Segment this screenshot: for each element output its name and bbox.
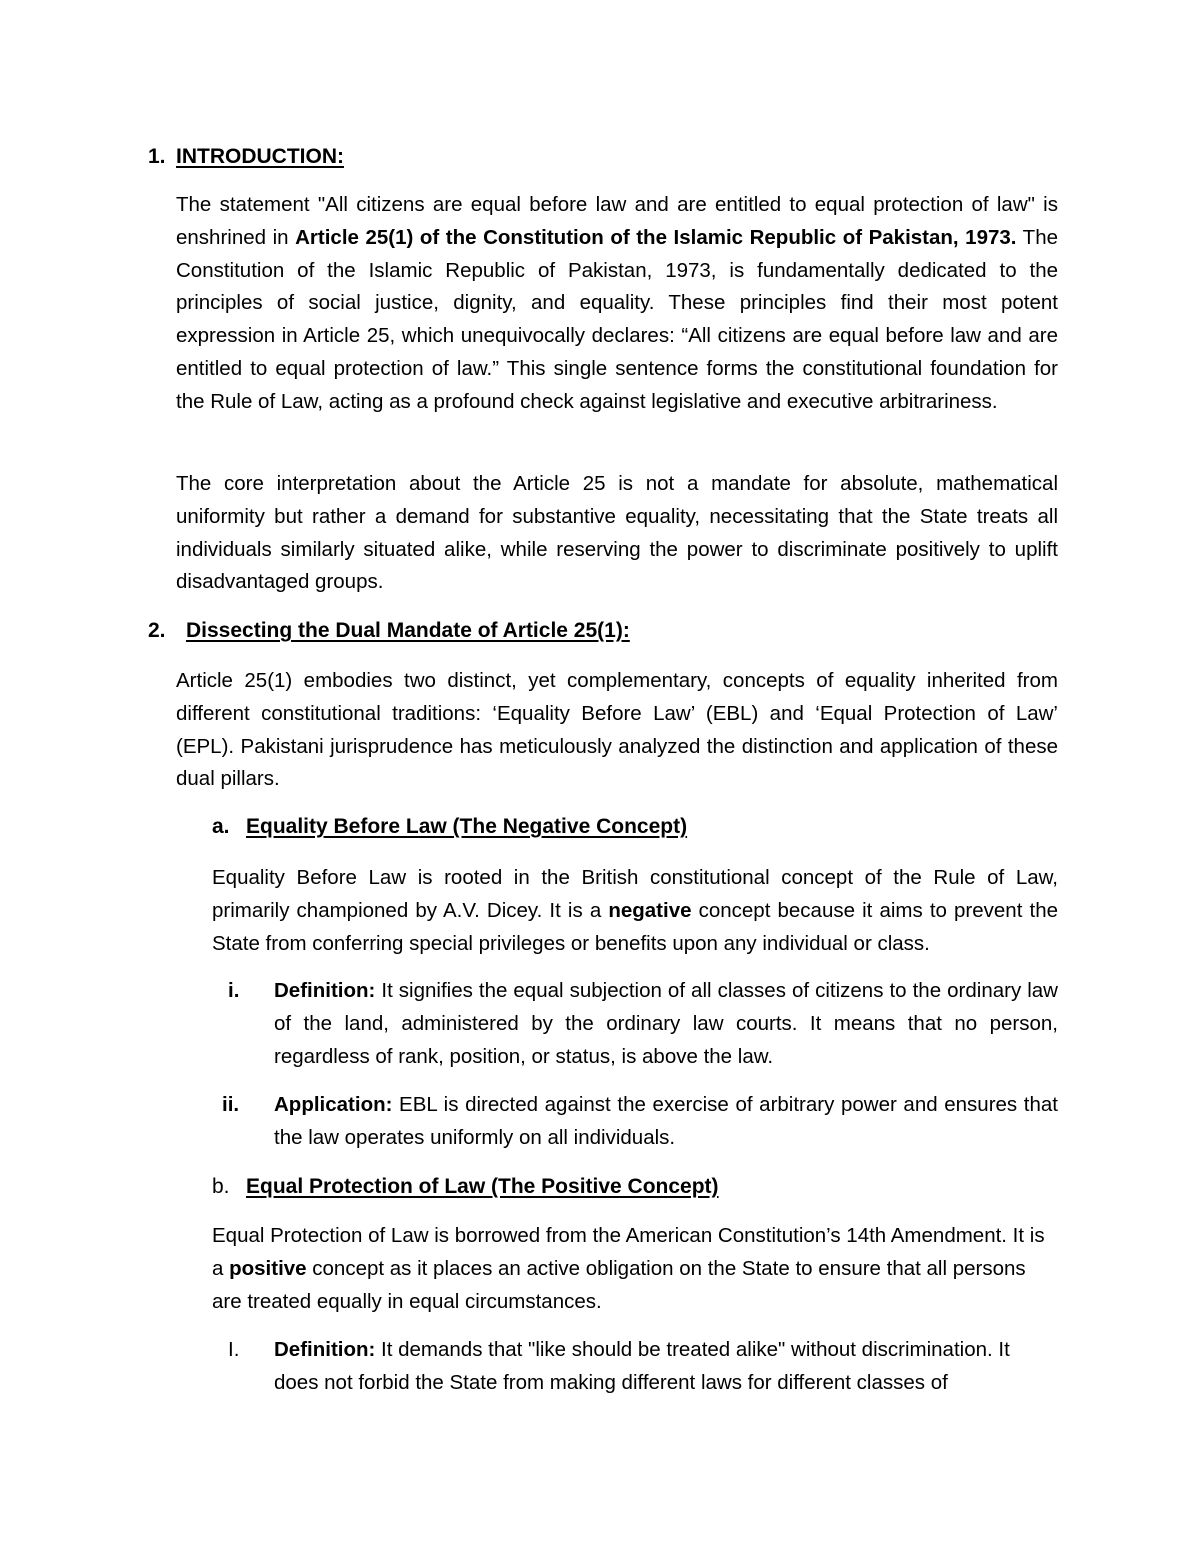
intro-paragraph-1-start: The statement "All citizens are equal before law and are entitled to equal protection of law" is enshrined in — [176, 193, 1058, 249]
list-item-body — [274, 1334, 1058, 1400]
subsection-b-paragraph — [212, 1220, 1058, 1318]
subsection-b-marker: b. — [212, 1175, 230, 1198]
subsection-a-heading — [212, 813, 812, 843]
intro-paragraph-1-rest: The Constitution of the Islamic Republic of Pakistan, 1973, is fundamentally dedicated to the principles of social justice, dignity, and equality. These principles find their most potent expression in Article 25, which unequivocally declares: “All citizens are equal before law and are entitled to equal protection of law.” This single sentence forms the constitutional foundation for the Rule of Law, acting as a profound check against legislative and executive arbitrariness. — [176, 225, 1058, 413]
list-item-marker: i. — [228, 979, 240, 1002]
definition-term: Definition: — [274, 979, 376, 1002]
definition-term: Definition: — [274, 1338, 376, 1361]
list-item-definition-ebl — [228, 975, 1058, 1075]
intro-paragraph-1 — [176, 189, 1058, 419]
positive-term: positive — [229, 1256, 307, 1280]
list-item-body — [274, 1089, 1058, 1155]
intro-paragraph-2: The core interpretation about the Article 25 is not a mandate for absolute, mathematical uniformity but rather a demand for substantive equality, necessitating that the State treats all individuals similarly situated alike, while reserving the power to discriminate positively to uplift disadvantaged groups. — [176, 472, 1058, 594]
section-2-heading — [148, 617, 748, 647]
section-1-number: 1. — [148, 145, 166, 168]
list-item-body — [274, 975, 1058, 1073]
subsection-b-paragraph-start: Equal Protection of Law is borrowed from the American Constitution’s 14th Amendment. It is a — [212, 1224, 1045, 1280]
subsection-a-marker: a. — [212, 815, 230, 838]
subsection-a-paragraph-rest: concept because it aims to prevent the State from conferring special privileges or benefits upon any individual or class. — [212, 898, 1058, 955]
definition-text: It demands that "like should be treated alike" without discrimination. It does not forbid the State from making different laws for different classes of — [274, 1338, 1010, 1394]
subsection-a-paragraph-start: Equality Before Law is rooted in the British constitutional concept of the Rule of Law, primarily championed by A.V. Dicey. It is a — [212, 866, 1058, 922]
section-2-title: Dissecting the Dual Mandate of Article 25(1): — [186, 619, 630, 642]
list-item-definition-epl — [228, 1334, 1058, 1404]
section-2-paragraph: Article 25(1) embodies two distinct, yet complementary, concepts of equality inherited from different constitutional traditions: ‘Equality Before Law’ (EBL) and ‘Equal Protection of Law’ (EPL). Pakistani jurisprudence has meticulously analyzed the distinction and application of these dual pillars. — [176, 669, 1058, 791]
section-1-heading — [148, 143, 748, 173]
section-2-number: 2. — [148, 619, 166, 642]
section-1-title: INTRODUCTION: — [176, 145, 344, 168]
application-text: EBL is directed against the exercise of arbitrary power and ensures that the law operates uniformly on all individuals. — [274, 1093, 1058, 1149]
list-item-marker: I. — [228, 1338, 240, 1361]
subsection-b-paragraph-rest: concept as it places an active obligation on the State to ensure that all persons are treated equally in equal circumstances. — [212, 1256, 1026, 1313]
list-item-application-ebl — [222, 1089, 1058, 1159]
article-citation: Article 25(1) of the Constitution of the Islamic Republic of Pakistan, 1973. — [295, 225, 1017, 249]
subsection-a-title: Equality Before Law (The Negative Concept) — [246, 815, 688, 838]
negative-term: negative — [608, 898, 692, 922]
definition-text: It signifies the equal subjection of all classes of citizens to the ordinary law of the land, administered by the ordinary law courts. It means that no person, regardless of rank, position, or status, is above the law. — [274, 979, 1058, 1068]
list-item-marker: ii. — [222, 1093, 240, 1116]
subsection-b-title: Equal Protection of Law (The Positive Concept) — [246, 1175, 719, 1198]
application-term: Application: — [274, 1093, 393, 1116]
subsection-b-heading — [212, 1173, 812, 1203]
subsection-a-paragraph — [212, 862, 1058, 960]
